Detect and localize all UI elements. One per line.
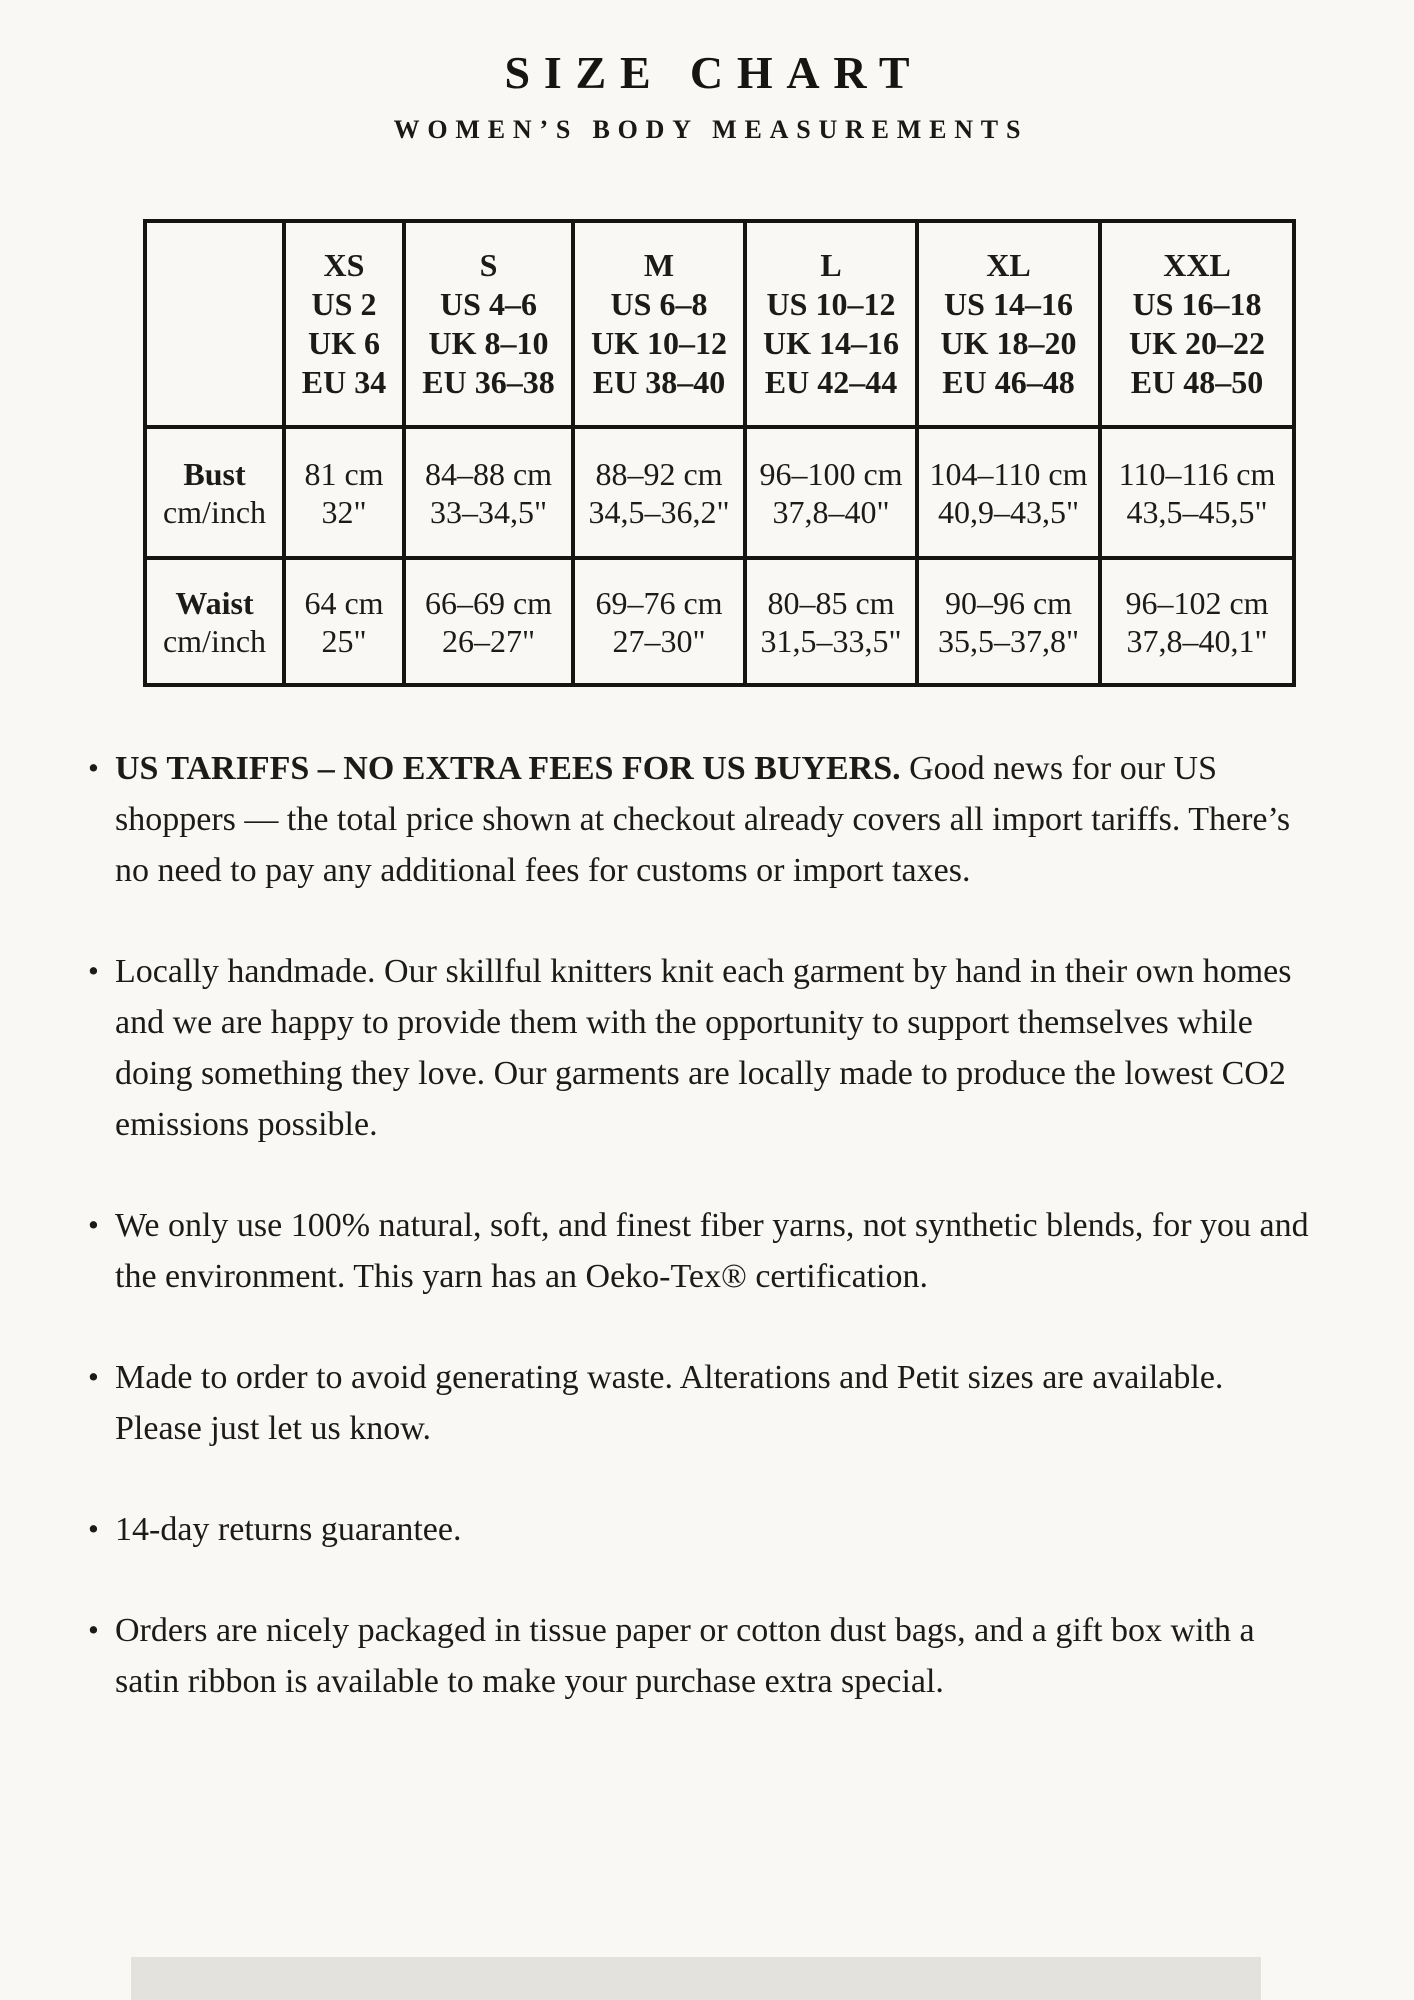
eu-size: EU 34 [301,364,387,400]
row-unit: cm/inch [162,493,267,530]
us-size: US 2 [311,286,377,322]
cm-value: 84–88 cm [424,455,553,492]
size-col-header-xxl [1100,221,1294,427]
uk-size: UK 8–10 [428,325,549,361]
cm-value: 90–96 cm [944,584,1073,621]
us-size: US 16–18 [1132,286,1262,322]
inch-value: 31,5–33,5" [760,622,902,659]
size-name: M [643,247,675,283]
page-title: SIZE CHART [504,47,924,98]
cm-value: 96–100 cm [759,455,903,492]
cm-value: 81 cm [304,455,384,492]
uk-size: UK 20–22 [1129,325,1265,361]
cm-value: 64 cm [304,584,384,621]
cm-value: 69–76 cm [595,584,723,621]
inch-value: 43,5–45,5" [1126,493,1268,530]
bust-cell-m [573,427,745,558]
page-subtitle: WOMEN’S BODY MEASUREMENTS [393,115,1029,144]
waist-cell-s [404,558,573,685]
list-item-returns [88,1504,1310,1555]
waist-cell-m [573,558,745,685]
size-col-header-xs [284,221,404,427]
inch-value: 27–30" [612,622,706,659]
inch-value: 34,5–36,2" [588,493,730,530]
bust-cell-s [404,427,573,558]
size-name: S [479,247,498,283]
waist-row [145,558,1294,685]
row-label: Bust [183,455,246,492]
list-item-lead: US TARIFFS – NO EXTRA FEES FOR US BUYERS. [115,750,901,787]
size-name: L [820,247,842,283]
list-item-text: Locally handmade. Our skillful knitters knit each garment by hand in their own homes and we are happy to provide them with the opportunity to support themselves while doing something they love. Our garments are locally made to produce the lowest CO2 emissions possible. [115,953,1292,1143]
inch-value: 40,9–43,5" [937,493,1080,530]
list-item-text: We only use 100% natural, soft, and finest fiber yarns, not synthetic blends, for you and the environment. This yarn has an Oeko-Tex® certification. [115,1207,1309,1295]
size-col-header-l [745,221,917,427]
row-header-waist [145,558,284,685]
size-col-header-xl [917,221,1100,427]
bottom-image-strip [131,1957,1261,2000]
size-name: XXL [1163,247,1231,283]
cm-value: 66–69 cm [424,584,553,621]
us-size: US 14–16 [944,286,1073,322]
waist-cell-l [745,558,917,685]
product-info-list [88,743,1310,1707]
cm-value: 110–116 cm [1118,455,1276,492]
us-size: US 4–6 [440,286,537,322]
inch-value: 37,8–40,1" [1126,622,1268,659]
cm-value: 88–92 cm [595,455,723,492]
size-name: XS [323,247,365,283]
waist-cell-xs [284,558,404,685]
list-item-text: 14-day returns guarantee. [115,1511,462,1548]
list-item-text: Good news for our US shoppers — the total price shown at checkout already covers all import tariffs. There’s no need to pay any additional fees for customs or import taxes. [115,750,1291,889]
size-table [143,219,1296,687]
list-item-natural-yarns [88,1200,1310,1302]
inch-value: 37,8–40" [772,493,890,530]
eu-size: EU 38–40 [592,364,726,400]
waist-cell-xxl [1100,558,1294,685]
cm-value: 80–85 cm [767,584,895,621]
uk-size: UK 14–16 [763,325,899,361]
list-item-locally-handmade [88,946,1310,1150]
uk-size: UK 10–12 [591,325,727,361]
size-col-header-s [404,221,573,427]
eu-size: EU 36–38 [422,364,555,400]
eu-size: EU 48–50 [1130,364,1264,400]
us-size: US 10–12 [766,286,896,322]
list-item-text: Orders are nicely packaged in tissue paper or cotton dust bags, and a gift box with a satin ribbon is available to make your purchase extra special. [115,1612,1255,1700]
list-item-made-to-order [88,1352,1310,1454]
row-unit: cm/inch [162,622,267,659]
row-header-bust [145,427,284,558]
inch-value: 25" [321,622,367,659]
bust-cell-xs [284,427,404,558]
inch-value: 33–34,5" [429,493,548,530]
eu-size: EU 42–44 [764,364,898,400]
size-col-header-m [573,221,745,427]
cm-value: 96–102 cm [1125,584,1269,621]
size-name: XL [986,247,1031,283]
waist-cell-xl [917,558,1100,685]
inch-value: 35,5–37,8" [937,622,1080,659]
cm-value: 104–110 cm [929,455,1088,492]
list-item-text: Made to order to avoid generating waste. Alterations and Petit sizes are available. Please just let us know. [115,1359,1224,1447]
table-corner-cell [145,221,284,427]
eu-size: EU 46–48 [942,364,1075,400]
row-label: Waist [175,584,254,621]
us-size: US 6–8 [610,286,708,322]
size-table-header-row [145,221,1294,427]
bust-row [145,427,1294,558]
list-item-us-tariffs [88,743,1310,896]
bust-cell-xl [917,427,1100,558]
uk-size: UK 18–20 [940,325,1077,361]
bust-cell-xxl [1100,427,1294,558]
inch-value: 32" [321,493,367,530]
uk-size: UK 6 [308,325,380,361]
inch-value: 26–27" [441,622,536,659]
bust-cell-l [745,427,917,558]
list-item-packaging [88,1605,1310,1707]
